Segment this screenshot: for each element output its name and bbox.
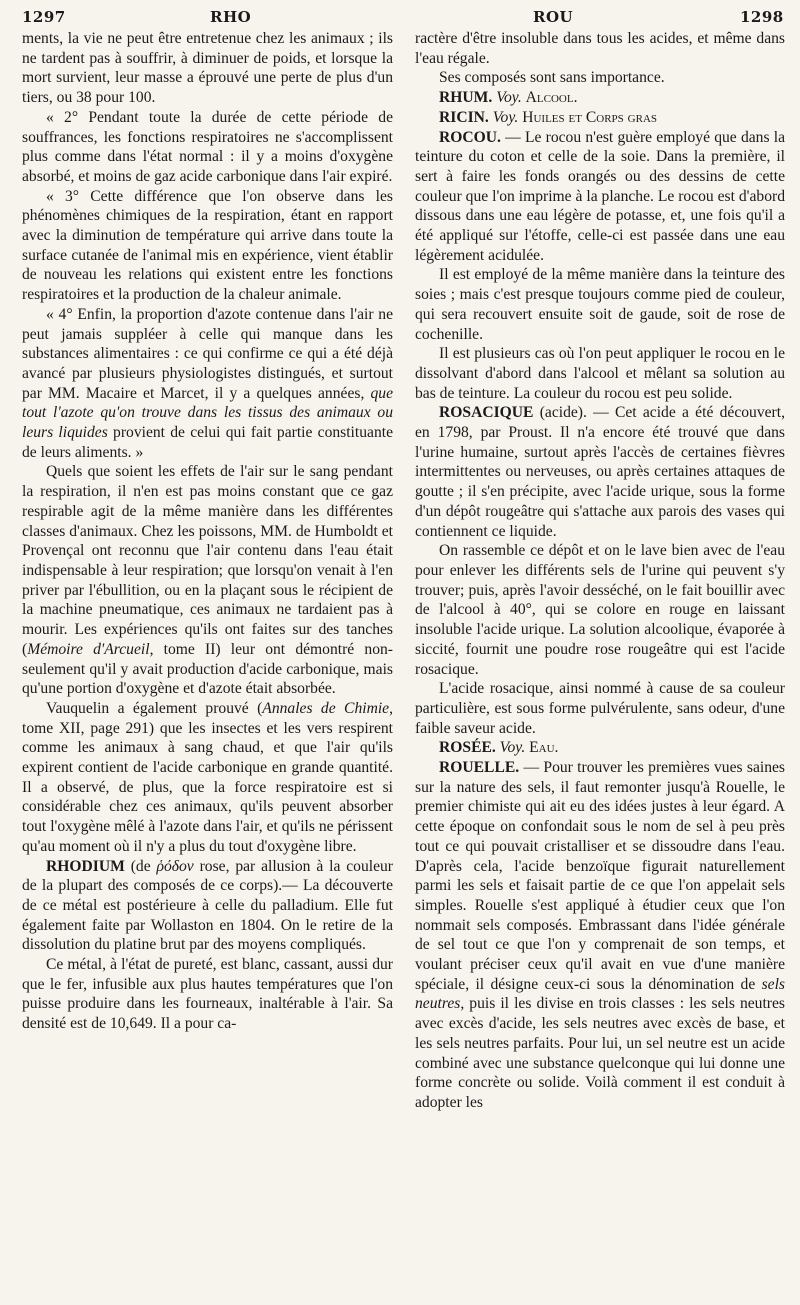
paragraph: « 2° Pendant toute la durée de cette période de souffrances, les fonctions respiratoires ne s'accomplissent plus comme dans l'état normal : il y a moins d'oxygène absorbé, et moins de gaz acide carbonique dans l'air expiré. <box>22 108 393 185</box>
entry-headword: RHUM. <box>439 89 493 107</box>
see-label: Voy. <box>499 739 526 757</box>
greek-word: ῥόδον <box>156 857 194 875</box>
entry-headword: ROUELLE. <box>439 759 520 777</box>
entry-rocou <box>415 128 785 266</box>
text-run: , tome II) leur ont démontré non-seulement qu'il y avait production d'acide carbonique, mais qu'une portion d'oxygène et d'azote était absorbée. <box>22 640 393 698</box>
paragraph: L'acide rosacique, ainsi nommé à cause de sa couleur particulière, est sous forme pulvérulente, sans odeur, d'une faible saveur acide. <box>415 680 785 737</box>
entry-ricin <box>415 108 785 128</box>
paragraph: On rassemble ce dépôt et on le lave bien avec de l'eau pour enlever les différents sels de l'urine qui peuvent s'y trouver; puis, après l'avoir desséché, on le fait bouillir avec de l'alcool à 40°, qui se colore en rouge en laissant insoluble l'acide urique. La solution alcoolique, évaporée à siccité, fournit une poudre rose rougeâtre qui est l'acide rosacique. <box>415 542 785 678</box>
paragraph: « 3° Cette différence que l'on observe dans les phénomènes chimiques de la respiration, étant en rapport avec la diminution de température qui arrive dans toute la surface cutanée de l'animal mis en expérience, vient établir de nouveau les relations qui existent entre les fonctions respiratoires et la production de la chaleur animale. <box>22 187 393 304</box>
italic-text: que tout l'azote qu'on trouve dans les tissus des animaux ou leurs liquides <box>22 384 393 442</box>
page-number-left: 1297 <box>22 8 66 26</box>
text-run: provient de celui qui fait partie constituante de leurs aliments. » <box>22 424 393 461</box>
text-run: Vauquelin a également prouvé ( <box>46 699 263 717</box>
paragraph: Il est employé de la même manière dans la teinture des soies ; mais c'est presque toujours comme pied de couleur, qui sera recouvert ensuite soit de gaude, soit de rose de cochenille. <box>415 266 785 343</box>
paragraph: Ses composés sont sans importance. <box>439 69 665 87</box>
text-run: « 4° Enfin, la proportion d'azote contenue dans l'air ne peut jamais suppléer à celle qui manque dans les substances alimentaires : ce qui confirme ce qui a été déjà avancé par plusieurs physiologistes distingués, et surtout par MM. Macaire et Marcet, il y a quelques années, <box>22 305 393 402</box>
entry-headword: ROCOU. <box>439 128 501 146</box>
entry-rhum <box>415 88 785 108</box>
text-run: (acide). — Cet acide a été découvert, en 1798, par Proust. Il n'a encore été trouvé que dans l'urine humaine, surtout après l'accès de certaines fièvres intermittentes ou nerveuses, ou après certaines attaques de goutte ; il s'en précipite, avec l'acide urique, sous la forme d'un dépôt rougeâtre qui s'attache aux parois des vases qui contiennent ce liquide. <box>415 404 785 540</box>
paragraph <box>22 699 393 857</box>
entry-headword: RICIN. <box>439 108 489 126</box>
paragraph <box>22 305 393 463</box>
left-column <box>22 29 393 1034</box>
text-run: Quels que soient les effets de l'air sur le sang pendant la respiration, il n'en est pas moins constant que ce gaz respirable agit de la même manière dans les différentes classes d'animaux. Chez les poissons, MM. de Humboldt et Provençal ont reconnu que l'air contenu dans l'eau était indispensable à leur respiration; que lorsqu'on venait à l'en priver par l'ébullition, ou en la plaçant sous le récipient de la machine pneumatique, ces animaux ne tardaient pas à mourir. Les expériences qu'ils ont faites sur des tanches ( <box>22 463 393 658</box>
header-title-left: RHO <box>210 8 252 26</box>
entry-rouelle <box>415 758 785 1113</box>
paragraph: Ce métal, à l'état de pureté, est blanc, cassant, aussi dur que le fer, infusible aux plus hautes températures que l'on puisse produire dans les fourneaux, inaltérable à l'air. Sa densité est de 10,649. Il a pour ca- <box>22 956 393 1033</box>
text-run: (de <box>124 857 157 875</box>
entry-headword: RHODIUM <box>46 857 125 875</box>
entry-headword: ROSÉE. <box>439 739 496 757</box>
entry-rosee <box>415 738 785 758</box>
paragraph: ments, la vie ne peut être entretenue chez les animaux ; ils ne tardent pas à souffrir, à diminuer de poids, et lorsque la mort survient, leur masse a éprouvé une perte de plus d'un tiers, ou 38 pour 100. <box>22 30 393 107</box>
cross-reference: Eau. <box>529 739 559 757</box>
text-run: — Le rocou n'est guère employé que dans la teinture du coton et celle de la soie. Dans la première, il sert à faire les fonds orangés ou des dessins de cette couleur que l'on imprime à la planche. Le rocou est d'abord dissous dans une eau légère de potasse, et, une fois qu'il a été appliqué sur l'étoffe, celle-ci est passée dans une eau légèrement acidulée. <box>415 128 785 264</box>
cross-reference: Huiles et Corps gras <box>522 108 658 126</box>
paragraph <box>22 462 393 698</box>
text-run: , tome XII, page 291) que les insectes et les vers respirent comme les animaux à sang chaud, et que l'air qu'ils expirent contient de l'acide carbonique en grande quantité. Il a observé, de plus, que la force respiratoire est si considérable chez ces animaux, qu'ils peuvent absorber tout l'oxygène mêlé à l'azote dans l'air, et qu'ils ne périssent qu'au moment où il n'y a plus du tout d'oxygène libre. <box>22 699 393 855</box>
header-title-right: ROU <box>533 8 574 26</box>
italic-text: Mémoire d'Arcueil <box>27 640 150 658</box>
text-run: , puis il les divise en trois classes : les sels neutres avec excès d'acide, les sels neutres avec excès de base, et les sels neutres parfaits. Pour lui, un sel neutre est un acide combiné avec une substance quelconque qui lui donne une forme concrète ou solide. Voilà comment il est conduit à adopter les <box>415 995 785 1111</box>
paragraph: ractère d'être insoluble dans tous les acides, et même dans l'eau régale. <box>415 30 785 67</box>
text-run: — Pour trouver les premières vues saines sur la nature des sels, il faut remonter jusqu'à Rouelle, le premier chimiste qui ait eu des idées justes à leur égard. A cette époque on confondait sous le nom de sel à peu près tout ce qui pouvait cristalliser et se dissoudre dans l'eau. D'après cela, l'acide benzoïque figurait naturellement parmi les sels et faisait partie de ce que l'on appelait sels simples. Rouelle s'est appliqué à étudier ceux que l'on nommait sels composés. Embrassant dans l'idée générale de sel tout ce que l'on y comprenait de son temps, et voulant préciser ceux qu'il avait en vue d'une manière spéciale, il désigne ceux-ci sous la dénomination de <box>415 759 785 993</box>
entry-rhodium <box>22 857 393 956</box>
see-label: Voy. <box>492 108 519 126</box>
text-run: rose, par allusion à la couleur de la plupart des composés de ce corps).— La découverte de ce métal est postérieure à celle du palladium. Elle fut également faite par Wollaston en 1804. On le retire de la dissolution du platine brut par des moyens compliqués. <box>22 857 393 954</box>
see-label: Voy. <box>496 89 522 107</box>
page-number-right: 1298 <box>740 8 784 26</box>
entry-rosacique <box>415 403 785 541</box>
italic-text: sels neutres <box>415 975 785 1013</box>
cross-reference: Alcool. <box>525 89 578 107</box>
paragraph: Il est plusieurs cas où l'on peut appliquer le rocou en le dissolvant d'abord dans l'alcool et mêlant sa solution au bas de teinture. La couleur du rocou est peu solide. <box>415 345 785 402</box>
running-header <box>0 2 800 28</box>
right-column <box>415 29 785 1113</box>
italic-text: Annales de Chimie <box>262 699 390 717</box>
entry-headword: ROSACIQUE <box>439 404 534 422</box>
